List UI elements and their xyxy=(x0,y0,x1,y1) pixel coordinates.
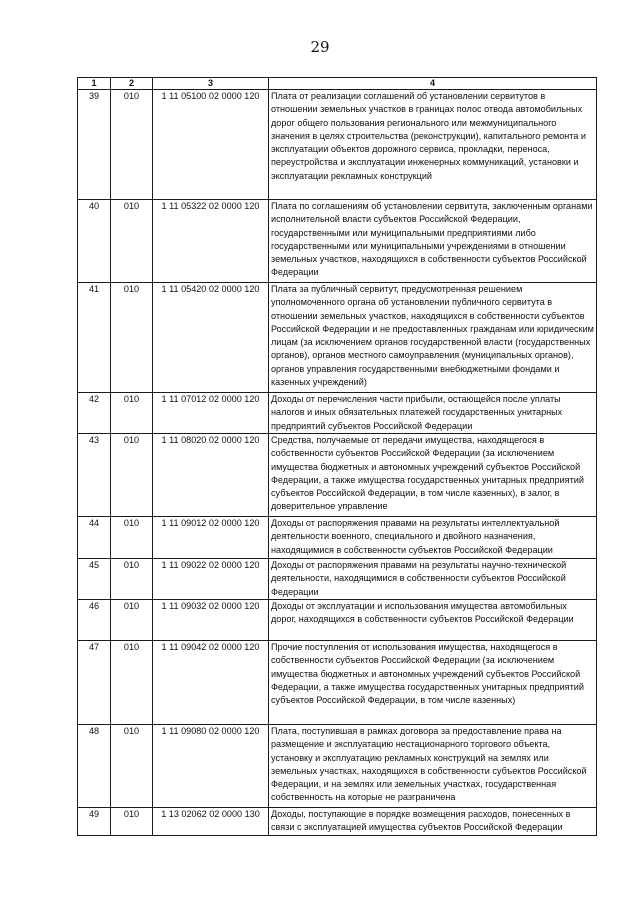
revenue-name: Доходы, поступающие в порядке возмещения расходов, понесенных в связи с эксплуатацией имущества субъектов Российской Федерации xyxy=(269,808,597,836)
header-col-2: 2 xyxy=(111,78,153,90)
revenue-name: Доходы от распоряжения правами на результаты интеллектуальной деятельности военного, специального и двойного назначения, находящимися в собственности субъектов Российской Федерации xyxy=(269,517,597,559)
revenue-code: 1 11 09042 02 0000 120 xyxy=(153,641,269,725)
revenue-code: 1 13 02062 02 0000 130 xyxy=(153,808,269,836)
table-row xyxy=(78,808,597,836)
admin-code: 010 xyxy=(111,517,153,559)
table-row xyxy=(78,434,597,517)
revenue-name: Доходы от эксплуатации и использования имущества автомобильных дорог, находящихся в собственности субъектов Российской Федерации xyxy=(269,600,597,641)
row-number: 43 xyxy=(78,434,111,517)
revenue-code: 1 11 08020 02 0000 120 xyxy=(153,434,269,517)
header-col-3: 3 xyxy=(153,78,269,90)
admin-code: 010 xyxy=(111,808,153,836)
admin-code: 010 xyxy=(111,434,153,517)
admin-code: 010 xyxy=(111,725,153,808)
row-number: 40 xyxy=(78,200,111,283)
revenue-name: Плата, поступившая в рамках договора за предоставление права на размещение и эксплуатацию нестационарного торгового объекта, установку и эксплуатацию рекламных конструкций на землях или земельных участках, находящихся в собственности субъектов Российской Федерации, и на землях или земельных участках, государственная собственность на которые не разграничена xyxy=(269,725,597,808)
revenue-name: Плата за публичный сервитут, предусмотренная решением уполномоченного органа об установлении публичного сервитута в отношении земельных участков, находящихся в собственности субъектов Российской Федерации и не предоставленных гражданам или юридическим лицам (за исключением органов государственной власти (государственных органов), органов местного самоуправления (муниципальных органов), органов управления государственными внебюджетными фондами и казенных учреждений) xyxy=(269,283,597,393)
revenue-code: 1 11 05420 02 0000 120 xyxy=(153,283,269,393)
admin-code: 010 xyxy=(111,283,153,393)
revenue-name: Плата от реализации соглашений об установлении сервитутов в отношении земельных участков в границах полос отвода автомобильных дорог общего пользования регионального или межмуниципального значения в целях строительства (реконструкции), капитального ремонта и эксплуатации объектов дорожного сервиса, прокладки, переноса, переустройства и эксплуатации инженерных коммуникаций, установки и эксплуатации рекламных конструкций xyxy=(269,90,597,200)
row-number: 48 xyxy=(78,725,111,808)
header-col-4: 4 xyxy=(269,78,597,90)
table-row xyxy=(78,200,597,283)
admin-code: 010 xyxy=(111,559,153,600)
revenue-code: 1 11 09022 02 0000 120 xyxy=(153,559,269,600)
admin-code: 010 xyxy=(111,200,153,283)
revenue-code: 1 11 09080 02 0000 120 xyxy=(153,725,269,808)
revenue-code: 1 11 07012 02 0000 120 xyxy=(153,393,269,434)
table-row xyxy=(78,90,597,200)
row-number: 42 xyxy=(78,393,111,434)
revenue-code: 1 11 05100 02 0000 120 xyxy=(153,90,269,200)
table-row xyxy=(78,283,597,393)
revenue-name: Плата по соглашениям об установлении сервитута, заключенным органами исполнительной власти субъектов Российской Федерации, государственными или муниципальными предприятиями либо государственными или муниципальными учреждениями в отношении земельных участков, находящихся в собственности субъектов Российской Федерации xyxy=(269,200,597,283)
table-row xyxy=(78,641,597,725)
row-number: 47 xyxy=(78,641,111,725)
revenue-code: 1 11 09012 02 0000 120 xyxy=(153,517,269,559)
admin-code: 010 xyxy=(111,641,153,725)
revenue-name: Прочие поступления от использования имущества, находящегося в собственности субъектов Российской Федерации (за исключением имущества бюджетных и автономных учреждений субъектов Российской Федерации, а также имущества государственных унитарных предприятий субъектов Российской Федерации, в том числе казенных) xyxy=(269,641,597,725)
revenue-code: 1 11 05322 02 0000 120 xyxy=(153,200,269,283)
revenue-name: Доходы от распоряжения правами на результаты научно-технической деятельности, находящимися в собственности субъектов Российской Федерации xyxy=(269,559,597,600)
admin-code: 010 xyxy=(111,600,153,641)
row-number: 46 xyxy=(78,600,111,641)
table-row xyxy=(78,559,597,600)
row-number: 45 xyxy=(78,559,111,600)
table-header-row xyxy=(78,78,597,90)
table-row xyxy=(78,600,597,641)
table-row xyxy=(78,725,597,808)
row-number: 44 xyxy=(78,517,111,559)
row-number: 49 xyxy=(78,808,111,836)
revenue-name: Доходы от перечисления части прибыли, остающейся после уплаты налогов и иных обязательных платежей государственных унитарных предприятий субъектов Российской Федерации xyxy=(269,393,597,434)
page-number: 29 xyxy=(310,38,330,56)
row-number: 39 xyxy=(78,90,111,200)
revenue-code: 1 11 09032 02 0000 120 xyxy=(153,600,269,641)
revenue-table xyxy=(77,77,597,836)
row-number: 41 xyxy=(78,283,111,393)
admin-code: 010 xyxy=(111,393,153,434)
admin-code: 010 xyxy=(111,90,153,200)
table-row xyxy=(78,393,597,434)
revenue-name: Средства, получаемые от передачи имущества, находящегося в собственности субъектов Российской Федерации (за исключением имущества бюджетных и автономных учреждений субъектов Российской Федерации, а также имущества государственных унитарных предприятий субъектов Российской Федерации, в том числе казенных), в залог, в доверительное управление xyxy=(269,434,597,517)
table-row xyxy=(78,517,597,559)
header-col-1: 1 xyxy=(78,78,111,90)
